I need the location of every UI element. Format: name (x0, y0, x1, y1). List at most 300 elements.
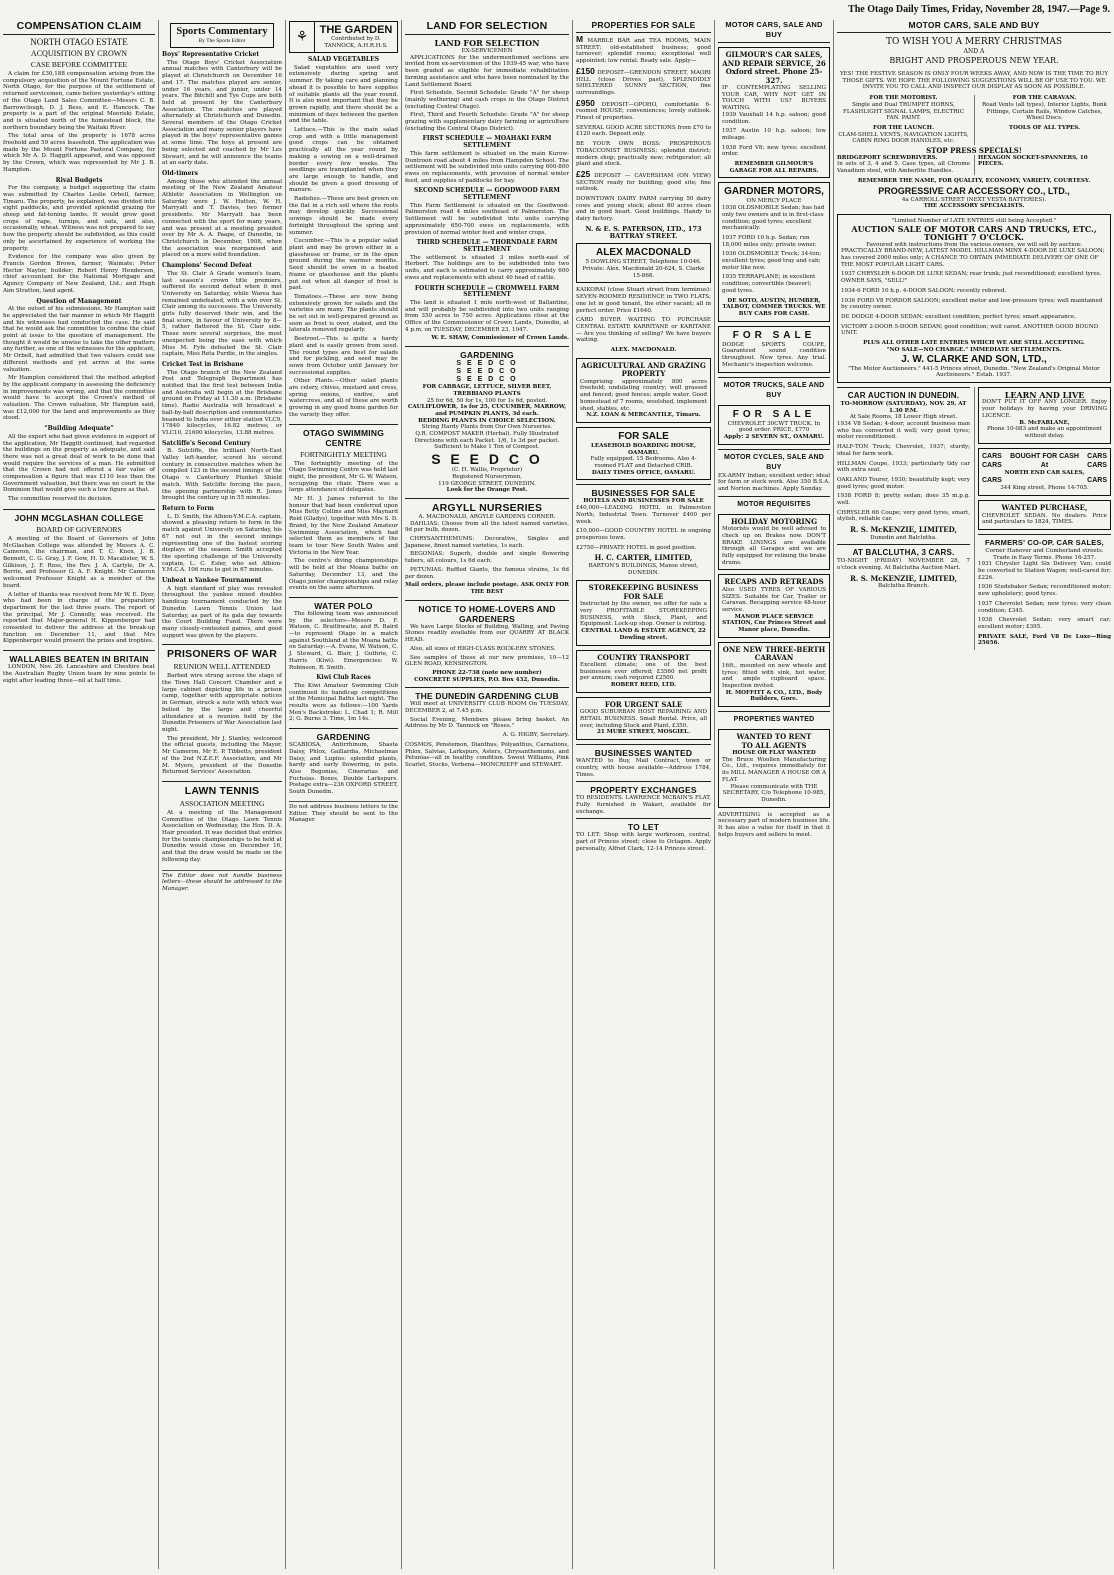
club-heading: THE DUNEDIN GARDENING CLUB (405, 687, 569, 701)
businesses-heading: BUSINESSES FOR SALE (576, 484, 711, 498)
paragraph: Among those who attended the annual meeting of the New Zealand Amateur Athletic Association in Wellington on Saturday were J. W. Hutton, W. H. Marryatt and T. Davies, two former presidents. Mr Marryatt has been connected with the sport for many years, and was present at a meeting presided over by Mr A. A. Paape, of Dunedin, in Christchurch in December, 1908, when the association was reorganised and placed on a more solid foundation. (162, 178, 282, 259)
paragraph: The centre's diving championships will be held at the Moana baths on Saturday, December 13, and the Otago junior championships and relay events on the same afternoon. (289, 558, 398, 592)
chevrolet-truck-ad (718, 405, 830, 445)
advertising-note: ADVERTISING is accepted as a necessary part of modern business life. It has also a value for itself in that it helps buyers and sellers to meet. (718, 811, 830, 838)
auction-lot: 1934-6 FORD 10 h.p. 4-DOOR SALOON; recently rebored. (841, 287, 1007, 294)
macdonald-signature: ALEX. MACDONALD. (610, 347, 677, 354)
carter-address: BARTON'S BUILDINGS, Manse street, DUNEDIN. (588, 562, 699, 576)
launch-heading: FOR THE LAUNCH. (872, 124, 935, 131)
paragraph: Barbed wire strung across the stage of the Town Hall Concert Chamber and a large cabinet depicting life in a prison camp, together with appropriate notices in German, struck a note with which was belied by the large and cheerful attendance at a reunion held by the Dunedin Prisoners of War Association last night. (162, 673, 282, 733)
bridgeport-text: In sets of 3, 4 and 5. Case types, all Chrome Vanadium steel, with Amberlite Handles. (837, 161, 970, 175)
car-listing: 1937 Austin 10 h.p. saloon; low mileage. (722, 128, 826, 141)
column-sports (159, 20, 286, 1569)
notice-heading: NOTICE TO HOME-LOVERS AND GARDENERS (405, 600, 569, 624)
chev-text: CHEVROLET 30CWT TRUCK. In good order. PRICE, £770 (727, 420, 821, 434)
macdonald-address: 5 DOWLING STREET, Telephone 10-046. (585, 259, 702, 266)
paragraph: Tomatoes.—These are now being extensively grown for salads and the varieties are many. The plants should be set out in well-prepared ground as soon as frost is over, staked, and the laterals removed regularly. (289, 293, 398, 334)
water-polo-body (289, 611, 398, 723)
wanted-purchase-ad (978, 500, 1111, 530)
paragraph: L. D. Smith, the Albion-Y.M.C.A. captain, showed a pleasing return to form in the match against University on Saturday, his 67 not out in the second innings representing one of the fastest scoring displays of the season. Smith accepted the sporting challenge of the University captain, L. C. Esler, who set Albion-Y.M.C.A. 106 runs to get in 67 minutes. (162, 513, 282, 574)
gardner-sub: ON MERCY PLACE (746, 198, 802, 205)
auction-plus: PLUS ALL OTHER LATE ENTRIES WHICH WE ARE STILL ACCEPTING. (863, 340, 1085, 347)
crosshead: Old-timers (162, 169, 198, 177)
store-heading: STOREKEEPING BUSINESS FOR SALE (588, 583, 699, 601)
argyll-body (405, 521, 569, 596)
mcfarlane-phone: Phone 10-083 and make an appointment without delay. (987, 426, 1102, 439)
paragraph: See samples of these at our new premises, 10—12 GLEN ROAD, KENSINGTON. (405, 654, 569, 668)
cosmos-ad: COSMOS, Penstemon, Dianthus, Polyanthus, Carnations, Phlox, Salvias, Larkspurs, Asters, Chrysanthemums, and Petunias—all in healthy condition. Sweet Williams, Pink Scarlet, Stocks, Verbena—MONCRIEFF and STEWART. (405, 741, 569, 768)
swimming-body (289, 461, 398, 592)
paragraph: CHRYSANTHEMUMS: Decorative, Singles and Japanese, finest named varieties, 1s each. (405, 536, 569, 549)
column-news-1 (0, 20, 159, 1569)
mckenzie-title: R. S. McKENZIE, LIMITED, (850, 573, 957, 583)
club-secretary: A. G. HIGBY, Secretary. (502, 732, 569, 739)
car-listing: 1938 OLDSMOBILE Sedan; has had only two owners and is in first-class condition; good tyres; excellent mechanically. (722, 205, 825, 232)
hexagon-title: HEXAGON SOCKET-SPANNERS, 10 PIECES. (978, 154, 1088, 168)
car-listing: 1935 TERRAPLANE; in excellent condition; convertible (beaver); good tyres. (722, 274, 816, 294)
car-listing: 1936 Studebaker Sedan; reconditioned motor; new upholstery; good tyres. (978, 584, 1111, 598)
sports-body (162, 52, 282, 639)
seedco-bedding: BEDDING PLANTS IN CHOICE SELECTION. (418, 417, 556, 424)
swimming-heading: OTAGO SWIMMING CENTRE (289, 424, 398, 448)
properties-list (576, 36, 711, 223)
learn-live-ad (978, 387, 1111, 444)
mckenzie-title: R. S. McKENZIE, LIMITED, (850, 525, 957, 535)
sports-commentary-box (170, 23, 274, 48)
clarke-sub: "The Motor Auctioneers." 441-5 Princes street, Dunedin. "New Zealand's Original Motor Auctioneers." Estab. 1937. (848, 365, 1100, 379)
page-header: The Otago Daily Times, Friday, November 28, 1947.—Page 9. (848, 4, 1110, 15)
crosshead: Question of Management (36, 297, 122, 305)
car-auction-sub: TO-MORROW (SATURDAY), NOV. 29, AT 1.30 P.M. (840, 400, 967, 414)
xmas-line: BRIGHT AND PROSPEROUS NEW YEAR. (889, 56, 1059, 65)
paragraph: Will meet at UNIVERSITY CLUB ROOM On TUESDAY, DECEMBER 2, at 7.45 p.m. (405, 701, 569, 715)
seedco-logo: S E E D C O (431, 451, 543, 468)
agri-heading: AGRICULTURAL AND GRAZING PROPERTY (581, 360, 706, 379)
seedco-line: S E E D C O (456, 360, 518, 368)
gardening-ad: SCABIOSA, Antirrhinum, Shasta Daisy, Phlox, Gaillardia, Michaelmas Daisy, and Lupins: splendid plants, hardy and early flowering, in pots. Also Begonias, Cinerarias and Fuchsias. Boxes, Double Larkspurs. Postage extra—236 OXFORD STREET, South Dunedin. (289, 742, 398, 796)
holiday-motoring-ad (718, 514, 830, 571)
notice-firm: CONCRETE SUPPLIES, P.O. Box 432, Dunedin. (414, 676, 560, 683)
dodge-text: DODGE SPORTS COUPE, Guaranteed sound condition throughout. New tyres. Any trial. Mechanic's inspection welcome. (722, 341, 826, 368)
seedco-ad (405, 360, 569, 494)
farmers-title: FARMERS' CO-OP. CAR SALES, (978, 534, 1111, 548)
auction-noreserve: "NO SALE—NO CHARGE." IMMEDIATE SETTLEMENTS. (886, 346, 1062, 353)
boarding-house-ad (576, 427, 711, 481)
property-ad: £150 DEPOSIT—GRENDON STREET, MAORI HILL (close Drives past), SPLENDIDLY SHELTERED SUNNY SECTION, fine surroundings. (576, 65, 712, 96)
sports-title: Sports Commentary (176, 26, 268, 37)
seedco-plants: CAULIFLOWER, 1s for 25, CUCUMBER, MARROW, and PUMPKIN PLANTS, 3d each. (407, 404, 567, 417)
business-ad: £40,000—LEADING HOTEL in Palmerston North; Industrial Town. Turnover £400 per week. (576, 505, 711, 525)
north-end-address: 344 King street, Phone 14-705. (1000, 485, 1089, 492)
seedco-qr: Q.R. COMPOST MAKER (Herbal). Fully Illustrated Directions with each Packet. 1/6, 1s 3d per packet. (414, 431, 560, 444)
crosshead: Unbeat n Yankee Tournament (162, 577, 262, 585)
agents-title: TO ALL AGENTS (741, 740, 807, 750)
auction-lot: CHRYSLER 66 Coupe; very good tyres, smart, stylish, reliable car. (837, 509, 970, 523)
exchanges-heading: PROPERTY EXCHANGES (576, 781, 711, 795)
motor-cars-heading: MOTOR CARS, SALE AND BUY (837, 20, 1111, 33)
commissioner-signature: W. E. SHAW, Commissioner of Crown Lands. (431, 335, 569, 342)
recaps-ad (718, 574, 830, 637)
caravan-ad (718, 642, 830, 707)
car-listing: 1936 OLDSMOBILE Truck; 34-ton; excellent tyres; good tray and cab; motor like new. (722, 251, 822, 271)
argyll-sub: A. MACDONALD, ARGYLE GARDENS CORNER. (418, 513, 556, 520)
gardner-title: GARDNER MOTORS, (724, 186, 824, 198)
paragraph: Radishes.—These are best grown on the flat in a rich soil where the roots may develop quickly. Successional sowings should be made every fortnight throughout the spring and summer. (289, 196, 398, 236)
auction-lot: PRACTICALLY BRAND-NEW, LATEST MODEL HILLMAN MINX 4-DOOR DE LUXE SALOON; has covered 2000 miles only; A CHANCE TO OBTAIN IMMEDIATE DELIVERY OF ONE OF THE MOST POPULAR LIGHT CARS. (841, 248, 1105, 268)
gilmour-remember: REMEMBER GILMOUR'S GARAGE FOR ALL REPAIRS. (729, 161, 819, 174)
exchange-ad: TO RESIDENTS. LAWRENCE MCBAIN'S FLAT, Fully furnished in Wakari, available for exchange. (576, 795, 711, 815)
garden-body (289, 65, 398, 419)
seedco-address: 119 GEORGE STREET, DUNEDIN. (438, 480, 536, 487)
paragraph: B. Sutcliffe, the brilliant North-East Valley left-hander, scored his second century in consecutive matches when he compiled 123 in the second innings of the Otago v. Canterbury Plunket Shield match. With Sutcliffe forcing the pace, the opening partnership with R. Jones brought the century up in 55 minutes. (162, 448, 282, 502)
motor-trucks-heading: MOTOR TRUCKS, SALE AND BUY (718, 377, 830, 401)
paragraph: Salad vegetables are used very extensively during spring and summer. By taking care and planning ahead it is possible to have supplies of suitable plants all the year round. It is also most important that they be grown rapidly, and there should be a minimum of days between the garden and the table. (289, 64, 398, 125)
bridgeport-title: BRIDGEPORT SCREWDRIVERS. (837, 154, 938, 161)
crosshead: THIRD SCHEDULE — THORNDALE FARM SETTLEMENT (416, 239, 558, 253)
agri-text: Comprising approximately 800 acres freehold; undulating country; well grassed and fenced; good fences; ample water. Good homestead of 7 rooms, woolshed, implement shed, stables, etc. (580, 378, 707, 412)
club-body (405, 701, 569, 739)
carter-agent: H. C. CARTER, LIMITED, (594, 553, 693, 563)
paragraph: DAHLIAS: Choose from all the latest named varieties, 9d per bulb, dozen. (405, 520, 569, 534)
macdonald-private: Private: Alex. Macdonald 20-624, S. Clarke 15-868. (582, 265, 705, 279)
auction-lot: 1937 CHRYSLER 6-DOOR DE LUXE SEDAN; rear trunk; just reconditioned; excellent tyres. OWNER SAYS, "SELL!" (841, 271, 1102, 285)
balclutha-title: AT BALCLUTHA, 3 CARS. (837, 544, 970, 558)
forsale-apply: DAILY TIMES OFFICE, OAMARU. (591, 469, 696, 476)
auction-lot: 1938 FORD 8; pretty sedan; does 35 m.p.g. well. (837, 493, 970, 507)
forsale-title: FOR SALE (618, 430, 669, 442)
mcglashan-body (3, 536, 155, 645)
car-listing: 1937 Chevrolet Sedan; new tyres; very clean condition; £345. (978, 600, 1111, 614)
editor-footnote: The Editor does not handle business letters—these should be addressed to the Manager. (162, 870, 282, 893)
paragraph: At a meeting of the Management Committee of the Otago Lawn Tennis Association on Wednesday, the Hon. D. A. Hair presided. It was decided that entries for the tennis championships to be held at Dunedin would close on December 16, and that the draw would be made on the following day. (162, 809, 282, 863)
compensation-heading: COMPENSATION CLAIM (3, 20, 155, 35)
urgent-text: GOOD SUBURBAN HOST REPAIRING AND RETAIL BUSINESS. Small Rental. Price, all over, including Stock and Plant, £350. (580, 709, 707, 729)
urgent-sale-ad (576, 697, 711, 740)
paragraph: Cucumber.—This is a popular salad plant and may be grown either in a glasshouse or frame, or in the open ground during the warmer months. Seed should be sown in a heated frame or glasshouse and the plants put out when all danger of frost is past. (289, 238, 398, 292)
progressive-title: PROGRESSIVE CAR ACCESSORY CO., LTD., (878, 185, 1070, 196)
notice-phone: PHONE 22-738 (note new number) (432, 669, 542, 676)
board-subheading: BOARD OF GOVERNORS (36, 524, 122, 534)
paragraph: Also, all sizes of HIGH-CLASS ROCK-ERY STONES. (410, 645, 556, 652)
house-flat-title: HOUSE OR FLAT WANTED (732, 750, 816, 757)
property-ad: KAIKORAI (close Stuart street from terminus): SEVEN-ROOMED RESIDENCE in TWO FLATS; one let in good tenant, the other vacant; all in perfect order. Price £1640. (576, 287, 711, 314)
auction-title: AUCTION SALE OF MOTOR CARS AND TRUCKS, ETC., TONIGHT 7 O'CLOCK. (851, 223, 1097, 243)
land-lead: LAND FOR SELECTION (434, 38, 540, 48)
chev-apply: Apply: 2 SEVERN ST., OAMARU. (723, 433, 825, 440)
businesses-wanted-heading: BUSINESSES WANTED (576, 744, 711, 758)
paragraph: The St. Clair A Grade women's team, last season's crown title premiers, suffered its second defeat when it met University on Saturday, while Warea has remained undefeated, with a win over St. Clair among its successes. The University girls fully deserved their win, and the final score, in favour of University by 8—5, rather flattered the St. Clair side. These were several surprises, the most unexpected being the ease with which Miss M. Fyfe defeated the St. Clair captain, Miss Reta Purdie, in the singles. (162, 270, 282, 358)
holiday-title: HOLIDAY MOTORING (730, 516, 818, 526)
balclutha-text: TO-NIGHT (FRIDAY) NOVEMBER 28, 7 o'clock evening. At Balclutha Auction Mart. (837, 558, 970, 572)
country-transport-ad (576, 650, 711, 693)
paragraph: BEGONIAS: Superb, double and single flowering tubers, all colours, 1s 6d each. (405, 551, 569, 565)
paragraph: This Farm Settlement is situated on the Goodwood-Palmerston road 4 miles southeast of Palmerston. The Settlement will be subdivided into units carrying approximately 650-700 ewes on replacements, with provision of normal winter feed and winter crops. (405, 202, 569, 236)
car-auction-title: CAR AUCTION IN DUNEDIN. (837, 387, 970, 401)
wanted-purchase-title: WANTED PURCHASE, (1001, 503, 1088, 513)
paragraph: We have Large Stocks of Building, Walling, and Paving Stones readily available from our QUARRY AT BLACK HEAD. (405, 623, 569, 644)
agricultural-ad (576, 358, 711, 423)
crosshead: Return to Form (162, 505, 214, 512)
property-ad: CARD BUYER WAITING TO PURCHASE CENTRAL ESTATE KARRITANE or KARITANE — Are you thinking of selling? We have buyers waiting. (576, 317, 711, 344)
motor-cars-heading: MOTOR CARS, SALE AND BUY (718, 20, 830, 43)
xmas-text: YES! THE FESTIVE SEASON IS ONLY FOUR WEEKS AWAY, AND NOW IS THE TIME TO BUY THOSE GIFTS. WE HOPE THE FOLLOWING SUGGESTIONS WILL BE OF USE TO YOU. WE INVITE YOU TO CALL AND INSPECT OUR DISPLAY AS SOON AS POSSIBLE. (839, 71, 1109, 91)
association-subheading: ASSOCIATION MEETING (179, 798, 265, 808)
paragraph: Evidence for the company was also given by Francis Gordon Brown, farmer, Waimate; Peter Hector Naylor, builder; Robert Henry Henderson, chief accountant for the National Mortgage and Agency Company of New Zealand, Ltd.; and Hugh Aim Stratton, land agent. (3, 254, 155, 294)
car-listing: 1938 Ford V8; new tyres; excellent order. (722, 144, 826, 158)
seedco-proprietor: (C. H. Wallis, Proprietor) (451, 467, 523, 474)
motor-requisites-heading: MOTOR REQUISITES (718, 496, 830, 510)
caravan-heading: FOR THE CARAVAN. (1012, 95, 1077, 102)
paragraph: First, Third and Fourth Schedule: Grade "A" for sheep grazing with supplementary dairy farming or agriculture (excluding the Central Otago District). (405, 112, 569, 132)
seedco-for: FOR CABBAGE, LETTUCE, SILVER BEET, TREBBIANO PLANTS (422, 384, 552, 397)
crosshead: Champions' Second Defeat (162, 262, 253, 270)
wallabies-heading: WALLABIES BEATEN IN BRITAIN (3, 650, 155, 664)
seedco-look: Look for the Orange Post. (446, 487, 528, 494)
fortnightly-subheading: FORTNIGHTLY MEETING (300, 449, 387, 459)
progressive-address: 4a CARROLL STREET (NEXT VESTA BATTERIES). (901, 196, 1047, 203)
motor-subcolumns (837, 387, 1111, 650)
seedco-registered: Registered Nurserymen, (452, 473, 522, 480)
mcglashan-heading: JOHN MCGLASHAN COLLEGE (3, 509, 155, 523)
business-footnote: Do not address business letters to the Editor. They should be sent to the Manager. (289, 801, 398, 824)
water-polo-heading: WATER POLO (289, 597, 398, 611)
auction-lot: DE DODGE 4-DOOR SEDAN; excellent condition; perfect tyres; smart appearance. (841, 313, 1076, 320)
crosshead: Cricket Test in Brisbane (162, 360, 244, 368)
paragraph: The settlement is situated 3 miles north-east of Herbert. The holdings are to be subdivided into two units, and each is estimated to carry approximately 600 ewes and replacements with about 40 head of cattle. (405, 254, 569, 281)
forsale-sub: LEASEHOLD BOARDING HOUSE, OAMARU. (590, 442, 696, 456)
paragraph: All the expert who had given evidence in support of the application, Mr Haggitt continued, had regarded the buildings on the property as adequate, and said there was not a great deal of work to be done that would require the services of a man. He submitted that the Crown had not offered a fair value of compensation a figure that was £110 less than the Government valuation, but there was no court in the Dominion that would give such a low figure as that. (3, 433, 155, 494)
paragraph: The Otago branch of the New Zealand Post and Telegraph Department has notified that the first test between India and Australia will begin at the Brisbane ground on Friday at 11.30 a.m. (Brisbane time). Radio Australia will broadcast a ball-by-ball description and commentaries beamed to India over either station VLC9, 17840 kilocycles, 16.82 metres; or VLC10, 21600 kilocycles, 13.88 metres. (162, 369, 282, 436)
prisoners-heading: PRISONERS OF WAR (162, 644, 282, 660)
seedco-line: S E E D C O (456, 376, 518, 384)
property-ad: DOWNTOWN DAIRY FARM carrying 50 dairy cows and young stock; about 80 acres clean and in good heart. Good buildings. Handy to dairy factory. (576, 196, 711, 223)
paragraph: Other Plants.—Other salad plants are celery, chives, mustard and cress, spring onions, endive, and watercress, and all of these are worth growing in any good home garden for the variety they offer. (289, 378, 398, 418)
properties-heading: PROPERTIES FOR SALE (576, 20, 711, 33)
caravan-title: ONE NEW THREE-BERTH CARAVAN (722, 644, 826, 663)
crosshead: SALAD VEGETABLES (307, 56, 380, 63)
motorist-list: Single and Dual TRUMPET HORNS, FLASHLIGHT SIGNAL LAMPS, ELECTRIC FAN. PAINT. (842, 101, 965, 122)
cars-bought-ad: CARS BOUGHT FOR CASH CARS CARS At CARS NORTH END CAR SALES, CARS CARS 344 King street, Phone 14-705. (978, 448, 1111, 496)
paragraph: APPLICATIONS for the undermentioned sections are invited from ex-servicemen of the 1939-45 war, who have been graded as eligible for immediate rehabilitation farming assistance and who have been nominated by the Land Settlement Board. (405, 54, 569, 88)
gardening-heading: GARDENING (405, 346, 569, 360)
property-ad: BE YOUR OWN BOSS: PROSPEROUS TOBACCONIST BUSINESS; splendid district; modern shop; practically new; refrigerator; all plant and stock. (576, 141, 711, 168)
clarke-title: J. W. CLARKE AND SON, LTD., (901, 353, 1047, 365)
country-text: Excellent climate; one of the best businesses ever offered; £3560 net profit per annum; cash required £2500. (580, 662, 707, 682)
auction-lot: 1936 FORD V8 FORDOR SALOON; excellent motor and low-pressure tyres; well maintained by country owner. (841, 297, 1103, 311)
business-ad: £10,000—GOOD COUNTRY HOTEL in ongoing prosperous town. (576, 528, 711, 541)
garden-title: THE GARDEN (319, 24, 393, 36)
property-ad: £25 DEPOSIT — CAVERSHAM (ON VIEW) SECTION ready for building; good site; fine outlook. (576, 168, 711, 193)
car-listing: 1938 Chevrolet Sedan; very smart car; excellent motor; £395. (978, 617, 1111, 630)
remember-line: REMEMBER THE NAME, FOR QUALITY, ECONOMY, VARIETY, COURTESY. (857, 177, 1091, 184)
limited-note: "Limited Number of LATE ENTRIES still being Accepted." (891, 217, 1057, 224)
storekeeping-ad (576, 580, 711, 645)
learn-title: LEARN AND LIVE (1004, 389, 1085, 400)
business-ad: £2750—PRIVATE HOTEL in good position. (576, 544, 697, 551)
car-listing: 1939 Vauxhall 14 h.p. saloon; good condition. (722, 111, 826, 125)
country-heading: COUNTRY TRANSPORT (597, 652, 690, 662)
wanted-rent-title: WANTED TO RENT (736, 732, 812, 742)
house-contact: Please communicate with THE SECRETARY, C/o Telephone 10-985, Dunedin. (722, 783, 826, 803)
paragraph: The land is situated 1 mile north-west of Ballantine, and will probably be subdivided into two units ranging from 350 acres to 750 acres. Applications close at the Office of the Commissioner of Crown Lands, Dunedin, at 4 p.m. on TUESDAY, DECEMBER 23, 1947. (405, 299, 569, 333)
paragraph: Beetroot.—This is quite a hardy plant and is easily grown from seed. The round types are best for salads and for pickling, and seed may be sown from October until January for successional supplies. (289, 336, 398, 376)
biz-sub: HOTELS AND BUSINESSES FOR SALE (583, 498, 704, 505)
to-let-ad: TO LET: Shop with large workroom, central, part of Princes street; close to Octagon. Apply personally, Alfred Clark, 12-14 Princes street. (576, 832, 711, 852)
urgent-apply: 21 MURE STREET, MOSGIEL. (596, 729, 691, 736)
auction-lot: HILLMAN Coupe, 1933; particularly tidy car with extra seat. (837, 460, 970, 474)
stop-press-items (837, 155, 1111, 175)
column-motor-2 (834, 20, 1114, 1569)
christmas-greeting (837, 37, 1111, 66)
accessory-list (837, 95, 1111, 145)
stop-press: STOP PRESS SPECIALS! (926, 146, 1022, 156)
north-end-title: NORTH END CAR SALES, (1004, 469, 1085, 476)
column-land (402, 20, 573, 1569)
garden-byline: Contributed by D. TANNOCK, A.H.R.H.S. (324, 36, 388, 49)
column-garden (286, 20, 402, 1569)
crosshead: Boys' Representative Cricket (162, 51, 260, 58)
paragraph: A high standard of play was revealed throughout the yankee mixed doubles handicap tournament conducted by the Dunedin Lawn Tennis Union last Saturday, as part of its gala day towards the Court Building Fund. There were many closely-contested games, and good support was given by the players. (162, 585, 282, 639)
mckenzie-sub: Dunedin and Balclutha. (870, 534, 937, 541)
auction-lot: HALF-TON Truck; Chevrolet, 1937; sturdy; ideal for farm work. (837, 444, 970, 457)
gilmour-title: GILMOUR'S CAR SALES, AND REPAIR SERVICE, 26 Oxford street. Phone 25-327. (722, 50, 826, 85)
gardner-address: DE SOTO, AUSTIN, HUMBER, TALBOT, COMMER TRUCKS. WE BUY CARS FOR CASH. (722, 297, 826, 317)
agri-apply: N.Z. LOAN & MERCANTILE, Timaru. (586, 412, 701, 419)
seedco-line: S E E D C O (456, 368, 518, 376)
recaps-title: RECAPS AND RETREADS (724, 577, 824, 587)
store-agent: CENTRAL LAND & ESTATE AGENCY, 22 Dowling street. (581, 628, 706, 641)
argyll-heading: ARGYLL NURSERIES (405, 498, 569, 514)
wanted-ad: WANTED to Buy, Mail Contract, town or country, with house available—Address 1784, Times. (576, 758, 711, 778)
wallabies-body (3, 664, 155, 684)
learn-text: DON'T PUT IT OFF ANY LONGER. Enjoy your holidays by having your DRIVING LICENCE. (982, 399, 1107, 419)
auction-text: Favoured with instructions from the various owners, we will sell by auction: (866, 241, 1082, 248)
auction-lot: 1934 V8 Sedan; 4-door; account business man who has converted it well; very good tyres; motor reconditioned. (837, 421, 970, 441)
caravan-firm: H. MOFFITT & CO., LTD., Body Builders, Gore. (725, 689, 823, 703)
gardening-heading: GARDENING (289, 728, 398, 742)
prisoners-body (162, 673, 282, 776)
paragraph: Social Evening, Members please bring basket. An Address by Mr D. Tannock on "Roses." (405, 716, 569, 730)
lawn-tennis-heading: LAWN TENNIS (162, 781, 282, 797)
crosshead: Satcliffe's Second Century (162, 439, 251, 447)
crosshead: Kiwi Club Races (316, 674, 371, 682)
tools-heading: TOOLS OF ALL TYPES. (1008, 124, 1081, 131)
xmas-line: TO WISH YOU A MERRY CHRISTMAS (885, 37, 1063, 47)
macdonald-ad (576, 243, 711, 283)
gardner-ad (718, 182, 830, 321)
cycle-ad: EX-ARMY Indian; excellent order; ideal for farm or stock work. Also 350 B.S.A. and Norton machines. Apply Sunday. (718, 472, 830, 493)
garden-title-box (289, 21, 398, 53)
seedco-sufficient: Sufficient to Make 1 Ton of Compost. (434, 444, 540, 451)
paragraph: Lettuce.—This is the main salad crop and with a little management good crops can be obtained practically all the year round by making a sowing on a well-drained border every few weeks. The seedlings are transplanted when they are large enough to handle, and should be given a good dressing of manure. (289, 127, 398, 194)
paragraph: The committee reserved its decision. (8, 496, 113, 503)
mcfarlane-name: B. McFARLANE, (1019, 419, 1070, 426)
column-properties (573, 20, 715, 1569)
land-body (405, 55, 569, 342)
flower-icon: ⚘ (290, 22, 315, 52)
store-text: Instructed by the owner, we offer for sale a very PROFITABLE STOREKEEPING BUSINESS, with Stock, Plant, and Equipment. Lock-up shop. Owner is retiring. (580, 601, 707, 628)
caravan-text: 16ft., mounted on new wheels and tyres; fitted with sink, hot water, and ample cupboard space. Inspection invited. (722, 662, 826, 689)
auction-lot: OAKLAND Tourer, 1930; beautifully kept; very good tyres; good motor. (837, 476, 970, 490)
acquisition-subheading: ACQUISITION BY CROWN (30, 49, 128, 58)
mckenzie-sub: Balclutha Branch. (878, 583, 929, 590)
recaps-text: Also USED TYRES OF VARIOUS SIZES. Suitable for Car, Trailer or Caravan. Recapping service 48-hour service. (722, 586, 826, 614)
paragraph: Mr H. J. James referred to the honour that had been conferred upon Miss Betty Collins and Miss Maynard Reid (Gladys), together with Mrs S. D. Brand, by the New Zealand Amateur Swimming Association, which had selected them as members of the team to tour New South Wales and Victoria in the New Year. (289, 496, 398, 556)
gilmour-ad (718, 47, 830, 178)
house-wanted-ad (718, 729, 830, 808)
recaps-firm: MANOR PLACE SERVICE STATION, Cnr Princes Street and Manor place, Dunedin. (722, 613, 826, 634)
paragraph: The total area of the property is 1678 acres freehold and 59 acres leasehold. The application was made by the Mount Fortune Pastoral Company, for which Mr A. D. Haggitt appeared, and was opposed by the Crown, which was represented by Mr J. B. Hampton. (3, 133, 155, 173)
paragraph: At the outset of his submissions, Mr Hampton said he appreciated the fair manner in which Mr Haggitt and his witnesses had conducted the case. He said that he would ask the committee to confine the chief point at issue to the question of management. He thought it would be unwise to take the other matters any further, as one of the witnesses for the applicant, Mr Orbell, had admitted that two valuers could use different methods and yet arrive at the same valuation. (3, 306, 155, 373)
motorist-heading: FOR THE MOTORIST. (869, 95, 938, 102)
car-listing: 1937 FORD 10 h.p. Sedan; run 18,000 miles only; private owner. (722, 234, 817, 248)
north-otago-subheading: NORTH OTAGO ESTATE (30, 37, 128, 47)
gilmour-text: IF CONTEMPLATING SELLING YOUR CAR, WHY NOT GET IN TOUCH WITH US? BUYERS WAITING. (722, 85, 826, 112)
land-selection-heading: LAND FOR SELECTION (405, 20, 569, 35)
crosshead: SECOND SCHEDULE — GOODWOOD FARM SETTLEMENT (414, 187, 560, 202)
crosshead: FOURTH SCHEDULE — CROMWELL FARM SETTLEMENT (414, 284, 560, 299)
farmers-sub: Corner Hanover and Cumberland streets. Trade in Easy Terms. Phone 16-257. (985, 547, 1104, 561)
argyll-mail: Mail orders, please include postage. ASK ONLY FOR THE BEST (405, 582, 569, 595)
forsale-text: Fully equipped. 15 Bedrooms. Also 4-roomed FLAT and Detached CRIB. (590, 456, 697, 470)
caravan-list: Road Vents (all types), Interior Lights, Bunk Fittings, Curtain Rails, Window Catches, Wheel Discs. (981, 101, 1108, 122)
lawn-tennis-body (162, 810, 282, 864)
wanted-purchase-text: CHEVROLET SEDAN. No dealers. Price and particulars to 1824, TIMES. (982, 512, 1107, 526)
paragraph: The following team was announced by the selectors—Messrs D. F. Watson, C. Braithwaite, and R. Baird—to represent Otago in a match against Southland at the Moana baths on Saturday:—A. Evans, W. Watson, C. J. Steward, G. Blair, J. Guthrie, C. Harris (Kiwi). Emergencies: W. Robinson, R. Smith. (289, 610, 398, 671)
paragraph: Mr Hampton considered that the method adopted by the applicant company in assessing the deficiency in improvements was wrong, and that the committee would have to accept the Crown's method of valuation. The Crown valuation, Mr Hampton said, was £12,000 for the land and improvements as they stood. (3, 375, 155, 422)
seedco-price: 25 for 6d, 50 for 1s, 100 for 1s 6d, posted. (426, 397, 548, 404)
to-let-heading: TO LET (576, 818, 711, 832)
reunion-subheading: REUNION WELL ATTENDED (173, 662, 271, 672)
property-ad: £950 DEPOSIT—OPOHO, comfortable 6-roomed HOUSE; conveniences; lovely outlook. Finest of properties. (576, 97, 712, 122)
car-listing: 1931 Chrysler Light Six Delivery Van; could be converted to Station Wagon; well-cared for; £226. (978, 561, 1111, 581)
paragraph: This farm settlement is situated on the main Kurow-Duntroon road about 4 miles from Hampden School. The settlement will be subdivided into units carrying 600-800 ewes on replacements, with provision of normal winter feed, and supplies of paddocks for hay. (405, 150, 569, 184)
dodge-title: FOR SALE (732, 329, 816, 341)
auction-lot: VICTORY 2-DOOR 5-DOOR SEDAN; good condition; well cared. ANOTHER GOOD BOUND UNIT. (841, 323, 1099, 337)
paragraph: PETUNIAS: Ruffled Giants, the famous strains, 1s 6d per dozen. (405, 566, 569, 580)
paragraph: The Otago Boys' Cricket Association annual matches with Canterbury will be played at Christchurch on December 16 and 17. The matches played are senior, under 16 years, and junior, under 14 years. The Bitchill and Tye Cups are both held at present by the Canterbury Association. The matches are played alternately at Christchurch and Dunedin. Several members of the Otago Cricket Association and many senior players have played in the boys' representative games at some time. The boys at present are being selected and coached by Mr Les Stewart, and he will announce the teams at an early date. (162, 59, 282, 167)
paragraph: LONDON, Nov. 26. Lancashire and Cheshire beat the Australian Rugby Union team by nine points to eight after leading three—nil at half time. (3, 664, 155, 684)
launch-list: CLAM-SHELL VENTS, NAVIGATION LIGHTS, CABIN RING DOOR HANDLES, etc. (838, 131, 969, 145)
xmas-line: AND A (963, 48, 985, 55)
house-text: The Bruce Woollen Manufacturing Co., Ltd., requires immediately for its MILL MANAGER A HOUSE OR A FLAT. (722, 756, 826, 783)
paragraph: The president, Mr J. Stanley, welcomed the official guests, including the Mayor, Mr Cameron, Mr E. P. Tibbetts, president of the 2nd N.Z.E.F. Association, and Mr M. Myers, president of the Dunedin Returned Services' Association. (162, 735, 282, 776)
paterson-agent: N. & E. S. PATERSON, LTD., 173 BATTRAY STREET. (585, 224, 702, 240)
paragraph: A claim for £30,188 compensation arising from the compulsory acquisition of the Mount Fortune Estate, North Otago, for the purpose of the settlement of returned servicemen, came before yesterday's sitting of the Otago Land Sales Committee—Messrs C. B. Barrowclough, D. J. Bess, and E. Hancock. The property is a part of the original Meeriski Estate, and is situated north of the homestead block, the northern boundary being the Waitaki River. (3, 71, 155, 131)
car-auction-place: At Sale Rooms, 18 Lower High street. (849, 414, 958, 421)
property-ad: M MARBLE BAR and TEA ROOMS, MAIN STREET; old-established business; good turnover; splendid rooms; exceptional well appointed; low rental. Ready sale. Apply— (576, 34, 712, 65)
chev-title: FOR SALE (732, 408, 816, 420)
crosshead: FIRST SCHEDULE — MOAHAKI FARM SETTLEMENT (422, 135, 552, 150)
properties-wanted-heading: PROPERTIES WANTED (718, 711, 830, 725)
private-sale: PRIVATE SALE, Ford V8 De Luxe—Ring 25656. (978, 633, 1111, 647)
paragraph: A meeting of the Board of Governors of John McGlashan College was attended by Messrs A. C. Cameron, the chairman, and T. C. Knox, J. B. Bennett, C. G. Gray, J. F. Gow, H. D. Macalister, W. S. Gilkison, J. F. Ross, the Rev. J. A. Carlyle, Dr A. Borrie, and Professor G. A. F. Knight. Mr Cameron welcomed Professor Knight as a member of the board. (3, 535, 155, 589)
sports-byline: By The Sports Editor (198, 38, 246, 44)
holiday-text: Motorists would be well advised to check up on Brakes now. DON'T BRAKE LININGS are available through all Garages and we are fully equipped for relining the brake drums. (722, 526, 826, 566)
paragraph: First Schedule, Second Schedule: Grade "A" for sheep (mainly wethering) and cash crops in the Otago District (excluding Central Otago). (405, 90, 569, 110)
crosshead: Rival Budgets (55, 176, 103, 184)
committee-subheading: CASE BEFORE COMMITTEE (30, 60, 128, 69)
country-apply: ROBERT REED, LTD. (610, 682, 677, 689)
paragraph: The Kiwi Amateur Swimming Club continued its handicap competitions at the Municipal Baths last night. The results were as follows:—100 Yards Men's Backstroke: L. Chad 1; R. Mill 2; G. Burns 3. Time, 1m 14s. (289, 682, 398, 723)
seedco-strong: String Hardy Plants from Our Own Nurseries. (421, 424, 553, 431)
property-ad: SEVERAL GOOD ACRE SECTIONS from £70 to £120 each. Deposit only. (576, 124, 711, 138)
crosshead: “Building Adequate” (44, 425, 114, 433)
paragraph: The fortnightly meeting of the Otago Swimming Centre was held last night, the president, Mr G. W. Watson, occupying the chair. There was a large attendance of delegates. (289, 460, 398, 494)
motor-cycles-heading: MOTOR CYCLES, SALE AND BUY (718, 449, 830, 473)
paragraph: For the company, a budget supporting the claim was submitted by Charles Leslie Orbell, farmer, Timaru. The property, he explained, was divided into eight paddocks, and provided splendid grazing for sheep and fat-tening lambs. It would grow good crops of rape, turnips, and oats, and also, occasionally, wheat. Witness was not prepared to say how the property should be subdivided, as this could only be ascertained by experience of working the property. (3, 185, 155, 252)
urgent-heading: FOR URGENT SALE (604, 699, 683, 709)
